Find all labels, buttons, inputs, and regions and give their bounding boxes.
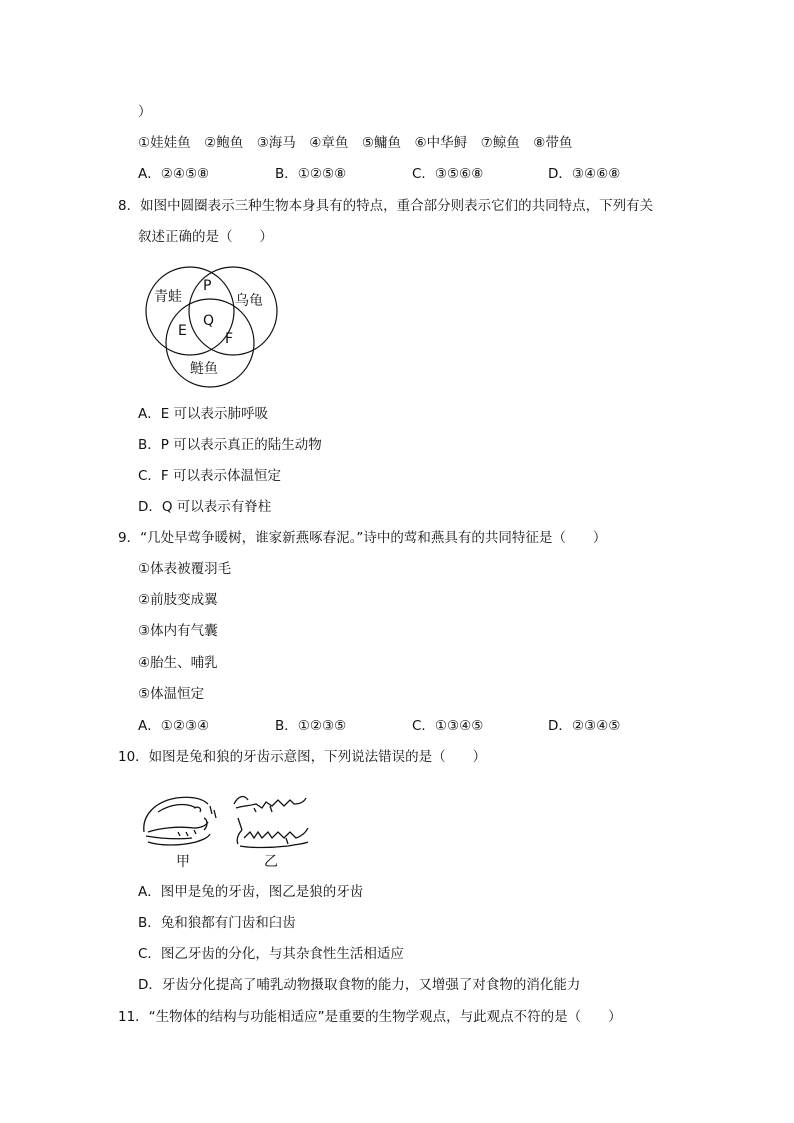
- venn-label-bottom: 鲢鱼: [190, 361, 218, 377]
- q9-stem: 9．“几处早莺争暖树，谁家新燕啄春泥。”诗中的莺和燕具有的共同特征是（ ）: [118, 530, 607, 546]
- rabbit-skull-sketch: [144, 797, 216, 845]
- venn-region-e: E: [178, 323, 187, 339]
- q8-stem-line2: 叙述正确的是（ ）: [138, 229, 273, 245]
- wolf-jaw-sketch: [234, 797, 308, 848]
- q9-option-b: B．①②③⑤: [275, 718, 347, 734]
- teeth-figure: [138, 786, 318, 872]
- q10-option-a: A．图甲是兔的牙齿，图乙是狼的牙齿: [138, 884, 364, 900]
- q8-option-b: B．P 可以表示真正的陆生动物: [138, 437, 322, 453]
- figure-label-jia: 甲: [176, 854, 190, 870]
- q9-statement-1: ①体表被覆羽毛: [138, 561, 232, 577]
- venn-label-right: 乌龟: [235, 293, 263, 309]
- venn-diagram: [138, 265, 288, 387]
- venn-region-q: Q: [203, 313, 215, 329]
- q8-option-c: C．F 可以表示体温恒定: [138, 468, 281, 484]
- q7-option-d: D．③④⑥⑧: [548, 166, 621, 182]
- q9-statement-4: ④胎生、哺乳: [138, 655, 218, 671]
- venn-region-f: F: [225, 331, 234, 347]
- q8-option-d: D．Q 可以表示有脊柱: [138, 499, 272, 515]
- q9-option-a: A．①②③④: [138, 718, 210, 734]
- venn-circle-left: [146, 267, 234, 355]
- q10-option-c: C．图乙牙齿的分化，与其杂食性生活相适应: [138, 946, 404, 962]
- venn-region-p: P: [203, 278, 212, 294]
- figure-label-yi: 乙: [264, 854, 278, 870]
- q8-stem-line1: 8．如图中圆圈表示三种生物本身具有的特点，重合部分则表示它们的共同特点，下列有关: [118, 198, 654, 214]
- q10-option-d: D．牙齿分化提高了哺乳动物摄取食物的能力，又增强了对食物的消化能力: [138, 977, 581, 993]
- venn-label-left: 青蛙: [154, 289, 182, 305]
- q10-stem: 10．如图是兔和狼的牙齿示意图，下列说法错误的是（ ）: [118, 749, 487, 765]
- q7-option-c: C．③⑤⑥⑧: [412, 166, 484, 182]
- q11-stem: 11．“生物体的结构与功能相适应”是重要的生物学观点，与此观点不符的是（ ）: [118, 1009, 622, 1025]
- q7-option-a: A．②④⑤⑧: [138, 166, 210, 182]
- q7-items: ①娃娃鱼 ②鲍鱼 ③海马 ④章鱼 ⑤鳙鱼 ⑥中华鲟 ⑦鲸鱼 ⑧带鱼: [138, 135, 573, 151]
- q10-option-b: B．兔和狼都有门齿和臼齿: [138, 915, 296, 931]
- q9-option-c: C．①③④⑤: [412, 718, 484, 734]
- q9-statement-5: ⑤体温恒定: [138, 686, 205, 702]
- q7-stem-tail: ）: [138, 104, 152, 120]
- q7-option-b: B．①②⑤⑧: [275, 166, 347, 182]
- q9-option-d: D．②③④⑤: [548, 718, 621, 734]
- q9-statement-3: ③体内有气囊: [138, 623, 218, 639]
- q8-option-a: A．E 可以表示肺呼吸: [138, 406, 269, 422]
- q9-statement-2: ②前肢变成翼: [138, 592, 218, 608]
